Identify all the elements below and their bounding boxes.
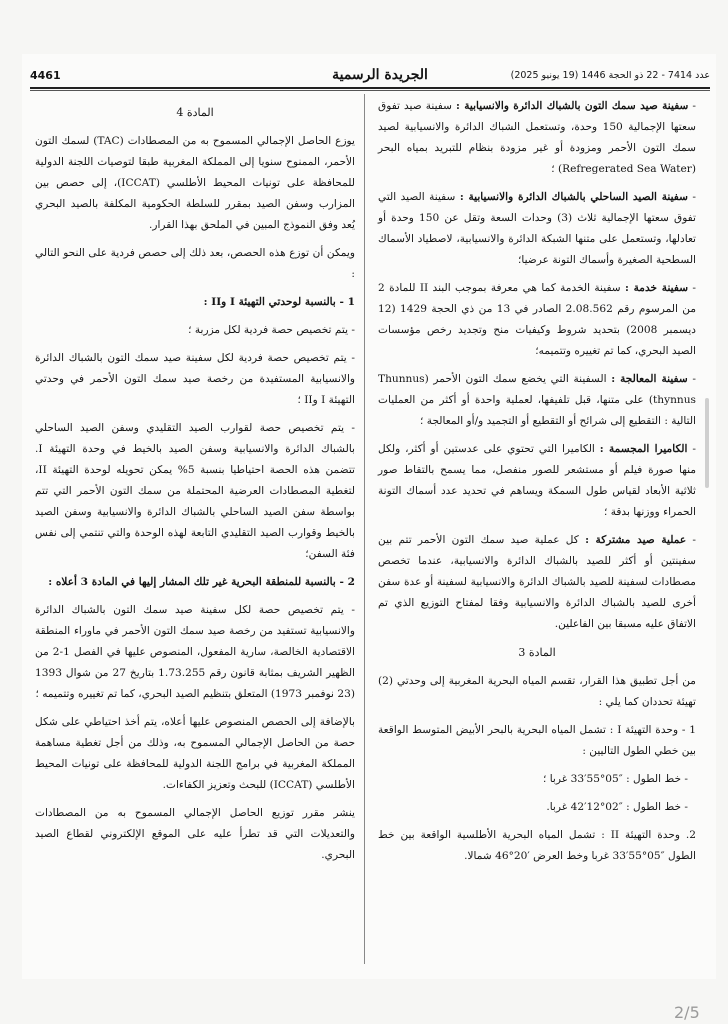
section-1-title: 1 - بالنسبة لوحدتي التهيئة I وII : bbox=[203, 296, 355, 308]
article-3-title: المادة 3 bbox=[518, 646, 556, 659]
definition-text: السفينة التي يخضع سمك التون الأحمر (Thunnus thynnus) على متنها، قبل تلفيفها، لعملية واحدة أو أكثر من العمليات التالية : التقطيع إلى شرائح أو التقطيع أو التجميد و/أو المعالجة ؛ bbox=[378, 373, 696, 427]
management-unit-2: 2. وحدة التهيئة II : تشمل المياه البحرية الأطلسية الواقعة بين خط الطول ″05°55′33 غربا وخط العرض ′20°46 شمالا. bbox=[378, 829, 696, 862]
definition-processing-vessel: - سفينة المعالجة : السفينة التي يخضع سمك التون الأحمر (Thunnus thynnus) على متنها، قبل تلفيفها، لعملية واحدة أو أكثر من العمليات التالية : التقطيع إلى شرائح أو التقطيع أو التجميد و/أو المعالجة ؛ bbox=[378, 373, 696, 427]
unit-1-longitude-2: - خط الطول : ″02°12′42 غربا. bbox=[546, 801, 688, 813]
definition-text: سفينة صيد تفوق سعتها الإجمالية 150 وحدة، وتستعمل الشباك الدائرة والانسيابية لصيد سمك التون الأحمر ومزودة أو غير مزودة بنظام للتبريد بمياه البحر (Refregerated Sea Water) ؛ bbox=[378, 100, 696, 175]
article-4-paragraph-1: يوزع الحاصل الإجمالي المسموح به من المصطادات (TAC) لسمك التون الأحمر، الممنوح سنويا إلى المملكة المغربية طبقا لتوصيات اللجنة الدولية للمحافظة على تونيات المحيط الأطلسي (ICCAT)، إلى حصص بين المزارب وسفن الصيد بمقرر للسلطة الحكومية المكلفة بالصيد البحري يُعد وفق النموذج المبين في الملحق بهذا القرار. bbox=[35, 135, 355, 231]
article-4-title: المادة 4 bbox=[176, 106, 214, 119]
right-column bbox=[378, 96, 696, 874]
definition-coastal-vessel: - سفينة الصيد الساحلي بالشباك الدائرة والانسيابية : سفينة الصيد التي تفوق سعتها الإجمالية ثلاث (3) وحدات السعة وتقل عن 150 وحدة أو تعادلها، وتستعمل على متنها الشبكة الدائرة والانسيابية، لاصطياد الأسماك السطحية الصغيرة وأسماك التونة عرضيا؛ bbox=[378, 191, 697, 266]
definition-term: سفينة المعالجة : bbox=[611, 373, 688, 385]
section-2-item-1: - يتم تخصيص حصة لكل سفينة صيد سمك التون بالشباك الدائرة والانسيابية تستفيد من رخصة صيد سمك التون الأحمر في ماوراء المنطقة الاقتصادية الخالصة، سارية المفعول، المنصوص عليها في الفصل 1-2 من الظهير الشريف بمثابة قانون رقم 1.73.255 بتاريخ 27 من شوال 1393 (23 نوفمبر 1973) المتعلق بتنظيم الصيد البحري، كما تم تغييره وتتميمه ؛ bbox=[35, 604, 355, 700]
page-header bbox=[30, 64, 710, 86]
definition-term: سفينة خدمة : bbox=[625, 282, 689, 294]
definition-text: سفينة الصيد التي تفوق سعتها الإجمالية ثلاث (3) وحدات السعة وتقل عن 150 وحدة أو تعادلها، وتستعمل على متنها الشبكة الدائرة والانسيابية، لاصطياد الأسماك السطحية الصغيرة وأسماك التونة عرضيا؛ bbox=[378, 191, 696, 266]
definition-term: سفينة صيد سمك التون بالشباك الدائرة والانسيابية : bbox=[456, 100, 689, 112]
definition-text: الكاميرا التي تحتوي على عدستين أو أكثر، ولكل منها صورة فيلم أو مستشعر للصور منفصل، مما يسمح بالتقاط صور ثلاثية الأبعاد لقياس طول السمكة ويساهم في تحديد عدد أسماك التونة الحمراء ووزنها بدقة ؛ bbox=[378, 443, 696, 518]
section-1-item-1: - يتم تخصيص حصة فردية لكل مزربة ؛ bbox=[188, 324, 355, 336]
header-rule bbox=[30, 87, 710, 89]
section-2-title: 2 - بالنسبة للمنطقة البحرية غير تلك المشار إليها في المادة 3 أعلاه : bbox=[48, 576, 355, 588]
definition-text: سفينة الخدمة كما هي معرفة بموجب البند II للمادة 2 من المرسوم رقم 2.08.562 الصادر في 13 من ذي الحجة 1429 (12 ديسمبر 2008) بتحديد شروط وكيفيات منح وتجديد رخص مؤسسات الصيد البحري، كما تم تغييره وتتميمه؛ bbox=[378, 282, 696, 357]
issue-info: عدد 7414 - 22 ذو الحجة 1446 (19 يونيو 2025) bbox=[510, 69, 710, 81]
column-divider bbox=[364, 94, 365, 964]
definition-service-vessel: - سفينة خدمة : سفينة الخدمة كما هي معرفة بموجب البند II للمادة 2 من المرسوم رقم 2.08.562 الصادر في 13 من ذي الحجة 1429 (12 ديسمبر 2008) بتحديد شروط وكيفيات منح وتجديد رخص مؤسسات الصيد البحري، كما تم تغييره وتتميمه؛ bbox=[378, 282, 697, 357]
definition-term: الكاميرا المجسمة : bbox=[599, 443, 688, 455]
article-3-intro: من أجل تطبيق هذا القرار، تقسم المياه البحرية المغربية إلى وحدتي (2) تهيئة تحددان كما يلي : bbox=[378, 675, 696, 708]
article-4-paragraph-2: ويمكن أن توزع هذه الحصص، بعد ذلك إلى حصص فردية على النحو التالي : bbox=[35, 247, 355, 280]
definition-term: عملية صيد مشتركة : bbox=[585, 534, 687, 546]
definition-purse-seiner: - سفينة صيد سمك التون بالشباك الدائرة والانسيابية : سفينة صيد تفوق سعتها الإجمالية 150 وحدة، وتستعمل الشباك الدائرة والانسيابية لصيد سمك التون الأحمر ومزودة أو غير مزودة بنظام للتبريد بمياه البحر (Refregerated Sea Water) ؛ bbox=[378, 100, 696, 175]
reserve-paragraph: بالإضافة إلى الحصص المنصوص عليها أعلاه، يتم أخذ احتياطي على شكل حصة من الحاصل الإجمالي المسموح به، وذلك من أجل تغطية مساهمة المملكة المغربية في برامج اللجنة الدولية للمحافظة على تونيات المحيط الأطلسي (ICCAT) للبحث وتعزيز الكفاءات. bbox=[35, 716, 355, 791]
definition-text: كل عملية صيد سمك التون الأحمر تتم بين سفينتين أو أكثر للصيد بالشباك الدائرة والانسيابية، عندما تخصص مصطادات لسفينة للصيد بالشباك الدائرة والانسيابية لسفينة أو عدة سفن أخرى للصيد بالشباك الدائرة والانسيابية وفقا لمفتاح التوزيع الذي تم الاتفاق عليه مسبقا بين الفاعلين. bbox=[378, 534, 696, 630]
publication-paragraph: ينشر مقرر توزيع الحاصل الإجمالي المسموح به من المصطادات والتعديلات التي قد تطرأ عليه على الموقع الإلكتروني لقطاع الصيد البحري. bbox=[35, 807, 355, 861]
management-unit-1: 1 - وحدة التهيئة I : تشمل المياه البحرية بالبحر الأبيض المتوسط الواقعة بين خطي الطول التاليين : bbox=[378, 724, 696, 757]
definition-stereo-camera: - الكاميرا المجسمة : الكاميرا التي تحتوي على عدستين أو أكثر، ولكل منها صورة فيلم أو مستشعر للصور منفصل، مما يسمح بالتقاط صور ثلاثية الأبعاد لقياس طول السمكة ويساهم في تحديد عدد أسماك التونة الحمراء ووزنها بدقة ؛ bbox=[378, 443, 696, 518]
section-1-item-3: - يتم تخصيص حصة لقوارب الصيد التقليدي وسفن الصيد الساحلي بالشباك الدائرة والانسيابية وسفن الصيد بالخيط في وحدة التهيئة I. تتضمن هذه الحصة احتياطيا بنسبة 5% يمكن تحويله لوحدة التهيئة II، لتغطية المصطادات العرضية المحتملة من سمك التون الأحمر التي تتم بواسطة سفن الصيد الساحلي بالشباك الدائرة والانسيابية وسفن الصيد بالخيط وقوارب الصيد التقليدي التابعة لهذه الوحدة والتي تنتمي إلى نفس فئة السفن؛ bbox=[35, 422, 355, 560]
header-rule-thin bbox=[30, 90, 710, 91]
section-1-item-2: - يتم تخصيص حصة فردية لكل سفينة صيد سمك التون بالشباك الدائرة والانسيابية المستفيدة من رخصة صيد سمك التون الأحمر في وحدتي التهيئة I وII ؛ bbox=[35, 352, 355, 406]
unit-1-longitude-1: - خط الطول : ″05°55′33 غربا ؛ bbox=[542, 773, 688, 785]
page-indicator: 2/5 bbox=[674, 1003, 700, 1022]
left-column bbox=[35, 96, 355, 873]
journal-title: الجريدة الرسمية bbox=[332, 67, 428, 83]
definition-term: سفينة الصيد الساحلي بالشباك الدائرة والانسيابية : bbox=[459, 191, 689, 203]
definition-joint-fishing: - عملية صيد مشتركة : كل عملية صيد سمك التون الأحمر تتم بين سفينتين أو أكثر للصيد بالشباك الدائرة والانسيابية، عندما تخصص مصطادات لسفينة للصيد بالشباك الدائرة والانسيابية لسفينة أو عدة سفن أخرى للصيد بالشباك الدائرة والانسيابية وفقا لمفتاح التوزيع الذي تم الاتفاق عليه مسبقا بين الفاعلين. bbox=[378, 534, 696, 630]
viewer-scrollbar[interactable] bbox=[705, 398, 709, 488]
page-number: 4461 bbox=[30, 68, 61, 82]
